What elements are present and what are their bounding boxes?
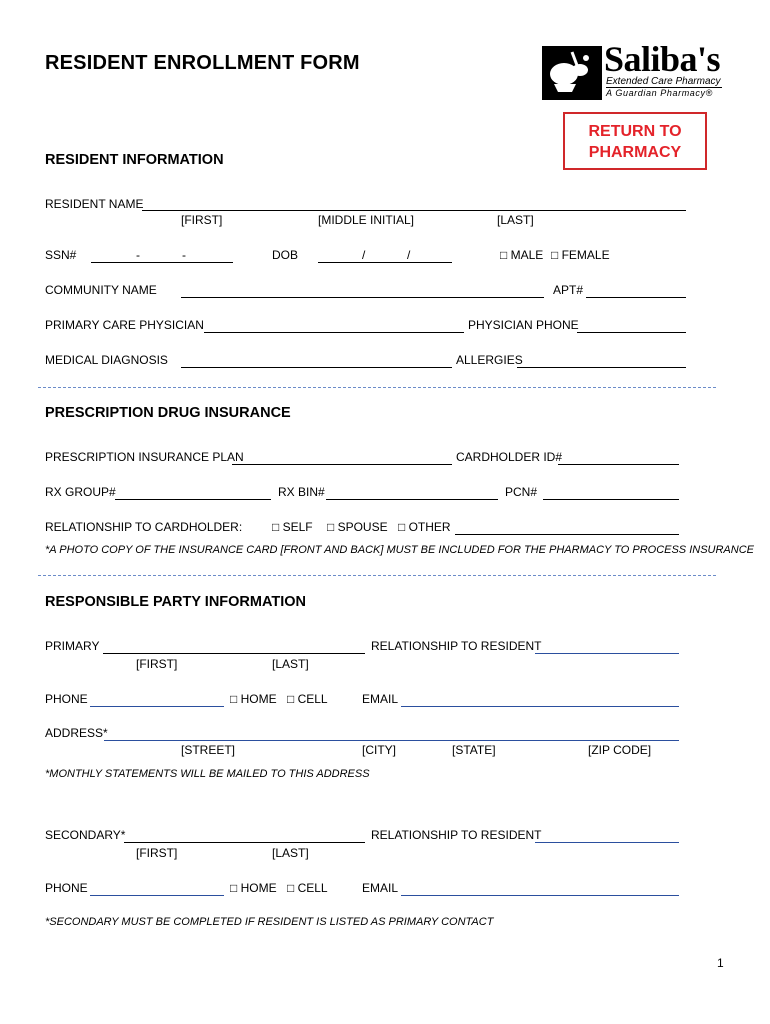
section-divider: [38, 575, 716, 576]
rx-bin-field[interactable]: [326, 499, 498, 500]
ssn-separator: -: [182, 248, 186, 262]
home-checkbox[interactable]: □ HOME: [230, 692, 277, 706]
apt-field[interactable]: [586, 297, 686, 298]
insurance-card-note: *A PHOTO COPY OF THE INSURANCE CARD [FRONT AND BACK] MUST BE INCLUDED FOR THE PHARMACY TO PROCESS INSURANCE: [45, 544, 754, 556]
primary-relationship-field[interactable]: [535, 653, 679, 654]
cardholder-id-field[interactable]: [558, 464, 679, 465]
insurance-plan-label: PRESCRIPTION INSURANCE PLAN: [45, 450, 244, 464]
address-label: ADDRESS*: [45, 726, 108, 740]
logo-name: Saliba's: [604, 39, 721, 79]
secondary-label: SECONDARY*: [45, 828, 126, 842]
address-field[interactable]: [104, 740, 679, 741]
physician-phone-field[interactable]: [577, 332, 686, 333]
pcn-field[interactable]: [543, 499, 679, 500]
middle-initial-caption: [MIDDLE INITIAL]: [318, 213, 415, 227]
secondary-relationship-label: RELATIONSHIP TO RESIDENT: [371, 828, 542, 842]
phone-label: PHONE: [45, 881, 88, 895]
diagnosis-field[interactable]: [181, 367, 452, 368]
primary-label: PRIMARY: [45, 639, 100, 653]
secondary-required-note: *SECONDARY MUST BE COMPLETED IF RESIDENT IS LISTED AS PRIMARY CONTACT: [45, 916, 494, 928]
form-title: RESIDENT ENROLLMENT FORM: [45, 52, 360, 74]
secondary-relationship-field[interactable]: [535, 842, 679, 843]
female-checkbox[interactable]: □ FEMALE: [551, 248, 610, 262]
stamp-line-1: RETURN TO: [588, 123, 682, 140]
stamp-line-2: PHARMACY: [588, 144, 682, 161]
apt-label: APT#: [553, 283, 584, 297]
last-name-caption: [LAST]: [272, 846, 309, 860]
primary-email-field[interactable]: [401, 706, 679, 707]
mortar-pestle-icon: [542, 46, 602, 100]
primary-phone-field[interactable]: [90, 706, 224, 707]
relationship-cardholder-label: RELATIONSHIP TO CARDHOLDER:: [45, 520, 243, 534]
dob-separator: /: [362, 248, 366, 262]
secondary-name-field[interactable]: [124, 842, 365, 843]
street-caption: [STREET]: [181, 743, 236, 757]
phone-label: PHONE: [45, 692, 88, 706]
last-name-caption: [LAST]: [272, 657, 309, 671]
logo-tagline: Extended Care Pharmacy: [606, 76, 721, 87]
email-label: EMAIL: [362, 692, 399, 706]
first-name-caption: [FIRST]: [136, 657, 178, 671]
cell-checkbox[interactable]: □ CELL: [287, 881, 328, 895]
other-relationship-field[interactable]: [455, 534, 679, 535]
secondary-phone-field[interactable]: [90, 895, 224, 896]
pcp-field[interactable]: [204, 332, 464, 333]
responsible-section-heading: RESPONSIBLE PARTY INFORMATION: [45, 594, 307, 610]
male-checkbox[interactable]: □ MALE: [500, 248, 544, 262]
other-checkbox[interactable]: □ OTHER: [398, 520, 451, 534]
rx-group-label: RX GROUP#: [45, 485, 116, 499]
pcp-label: PRIMARY CARE PHYSICIAN: [45, 318, 204, 332]
allergies-label: ALLERGIES: [456, 353, 523, 367]
ssn-separator: -: [136, 248, 140, 262]
resident-name-field[interactable]: [142, 210, 686, 211]
salibas-logo: [542, 39, 727, 100]
first-name-caption: [FIRST]: [181, 213, 223, 227]
page-number: 1: [717, 956, 724, 970]
resident-section-heading: RESIDENT INFORMATION: [45, 152, 224, 168]
cell-checkbox[interactable]: □ CELL: [287, 692, 328, 706]
pcn-label: PCN#: [505, 485, 538, 499]
diagnosis-label: MEDICAL DIAGNOSIS: [45, 353, 168, 367]
ssn-label: SSN#: [45, 248, 77, 262]
ssn-field[interactable]: [91, 262, 233, 263]
return-to-pharmacy-stamp: [563, 112, 707, 170]
dob-separator: /: [407, 248, 411, 262]
city-caption: [CITY]: [362, 743, 397, 757]
section-divider: [38, 387, 716, 388]
dob-label: DOB: [272, 248, 299, 262]
allergies-field[interactable]: [517, 367, 686, 368]
cardholder-id-label: CARDHOLDER ID#: [456, 450, 563, 464]
email-label: EMAIL: [362, 881, 399, 895]
home-checkbox[interactable]: □ HOME: [230, 881, 277, 895]
insurance-section-heading: PRESCRIPTION DRUG INSURANCE: [45, 405, 291, 421]
state-caption: [STATE]: [452, 743, 496, 757]
community-name-field[interactable]: [181, 297, 544, 298]
secondary-email-field[interactable]: [401, 895, 679, 896]
rx-group-field[interactable]: [115, 499, 271, 500]
logo-subtagline: A Guardian Pharmacy®: [606, 88, 713, 98]
zip-caption: [ZIP CODE]: [588, 743, 652, 757]
first-name-caption: [FIRST]: [136, 846, 178, 860]
resident-name-label: RESIDENT NAME: [45, 197, 144, 211]
self-checkbox[interactable]: □ SELF: [272, 520, 313, 534]
physician-phone-label: PHYSICIAN PHONE: [468, 318, 579, 332]
community-name-label: COMMUNITY NAME: [45, 283, 157, 297]
primary-relationship-label: RELATIONSHIP TO RESIDENT: [371, 639, 542, 653]
spouse-checkbox[interactable]: □ SPOUSE: [327, 520, 388, 534]
rx-bin-label: RX BIN#: [278, 485, 325, 499]
primary-name-field[interactable]: [103, 653, 365, 654]
insurance-plan-field[interactable]: [232, 464, 452, 465]
dob-field[interactable]: [318, 262, 452, 263]
monthly-statements-note: *MONTHLY STATEMENTS WILL BE MAILED TO THIS ADDRESS: [45, 768, 370, 780]
last-name-caption: [LAST]: [497, 213, 534, 227]
